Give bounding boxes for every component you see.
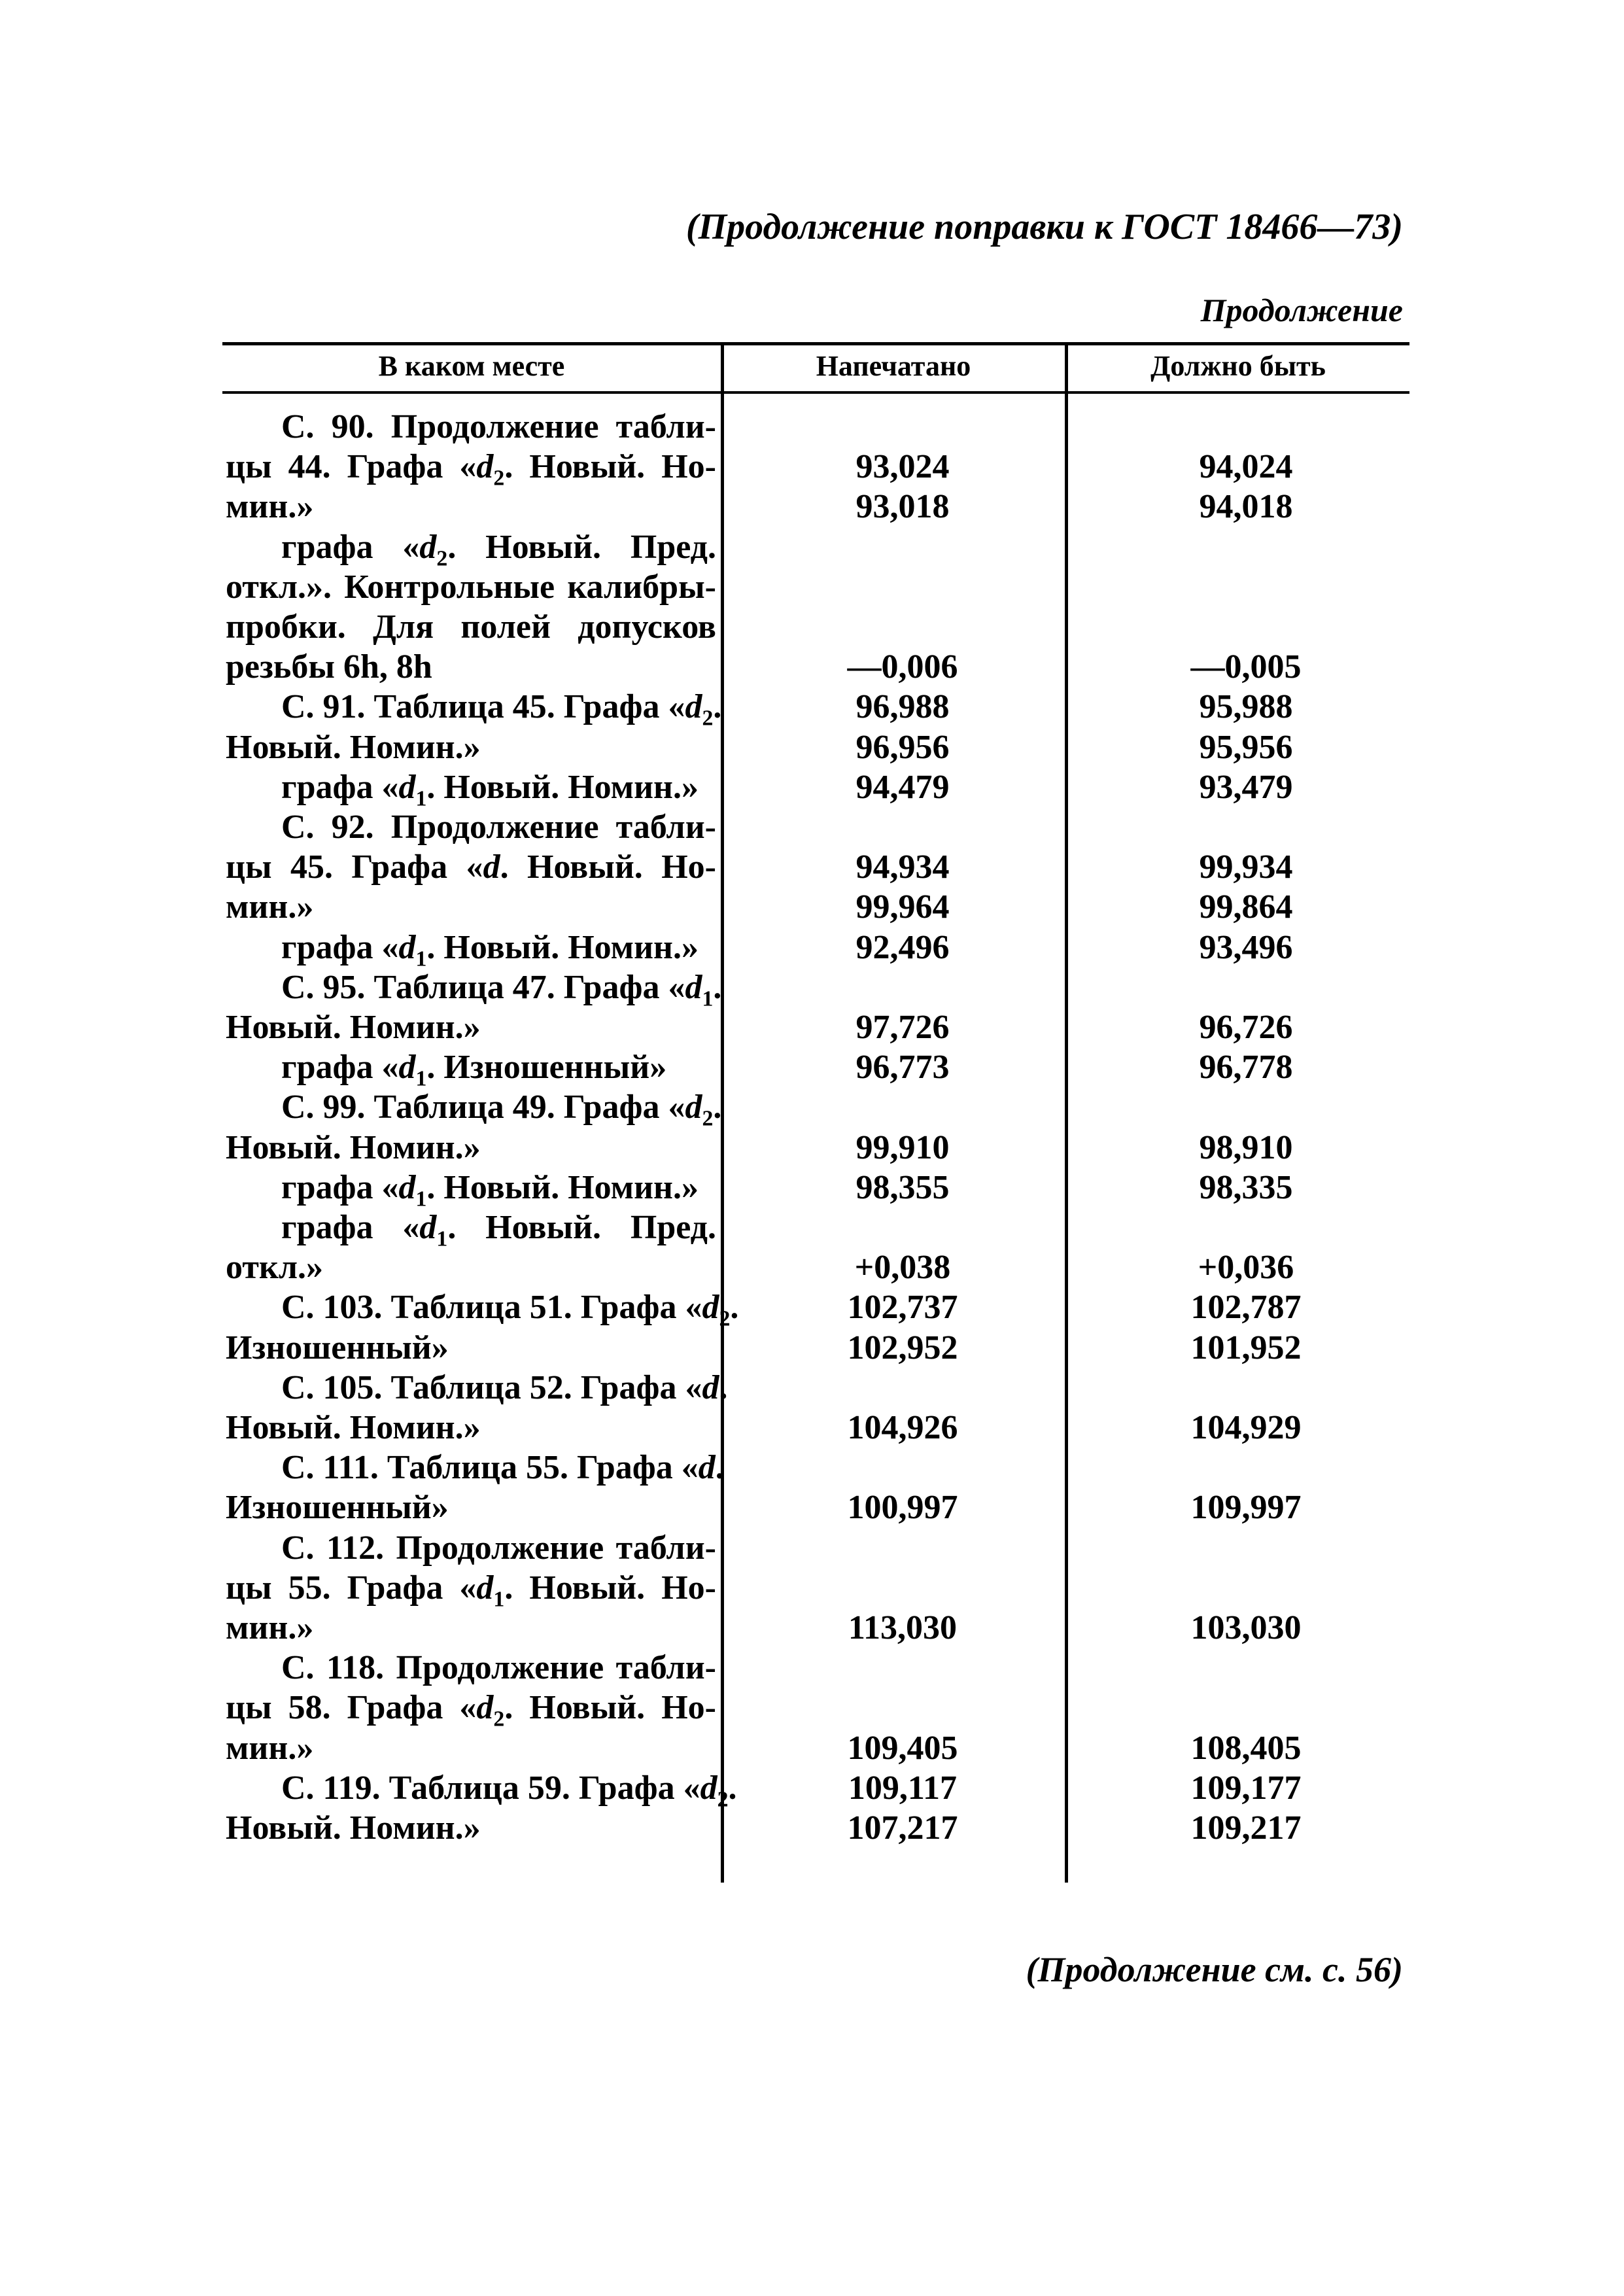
place-line: графа «$d_2$. Новый. Пред. [281, 528, 716, 570]
printed-value: 93,024 [855, 448, 950, 486]
printed-value: 99,964 [855, 888, 950, 926]
place-line: С. 118. Продолжение табли- [281, 1649, 716, 1687]
correct-value: 96,726 [1199, 1009, 1293, 1046]
place-line: С. 119. Таблица 59. Графа «$d_2$. [281, 1769, 737, 1812]
place-line: С. 99. Таблица 49. Графа «$d_2$. [281, 1088, 722, 1131]
place-line: Изношенный» [226, 1489, 449, 1527]
place-line: Новый. Номин.» [226, 1009, 481, 1046]
place-line: Изношенный» [226, 1329, 449, 1366]
printed-value: 104,926 [847, 1409, 958, 1446]
place-line: графа «$d_1$. Новый. Номин.» [281, 768, 699, 811]
correct-value: 96,778 [1199, 1049, 1293, 1087]
place-line: цы 45. Графа «d. Новый. Но- [226, 848, 716, 886]
correct-value: 99,864 [1199, 888, 1293, 926]
correct-value: 94,018 [1199, 488, 1293, 526]
printed-value: 109,117 [848, 1769, 958, 1807]
printed-value: —0,006 [847, 648, 958, 686]
correct-value: 108,405 [1190, 1729, 1302, 1767]
printed-value: 107,217 [847, 1809, 958, 1847]
printed-value: 96,988 [855, 688, 950, 726]
place-line: С. 103. Таблица 51. Графа «$d_2$. [281, 1289, 739, 1331]
correct-value: +0,036 [1198, 1249, 1294, 1287]
place-line: С. 95. Таблица 47. Графа «$d_1$. [281, 968, 722, 1011]
printed-value: 100,997 [847, 1489, 958, 1527]
printed-value: 94,934 [855, 848, 950, 886]
place-line: графа «$d_1$. Новый. Номин.» [281, 928, 699, 971]
printed-value: 98,355 [855, 1168, 950, 1206]
correct-value: 99,934 [1199, 848, 1293, 886]
correct-value: 102,787 [1190, 1289, 1302, 1327]
place-line: графа «$d_1$. Новый. Номин.» [281, 1168, 699, 1211]
place-line: Новый. Номин.» [226, 1409, 481, 1446]
correct-value: 98,910 [1199, 1128, 1293, 1166]
footer-continuation: (Продолжение см. с. 56) [1026, 1950, 1403, 1989]
printed-value: 93,018 [855, 488, 950, 526]
place-line: цы 58. Графа «$d_2$. Новый. Но- [226, 1689, 716, 1731]
printed-value: 96,956 [855, 728, 950, 766]
printed-value: 99,910 [855, 1128, 950, 1166]
printed-value: 94,479 [855, 768, 950, 806]
place-line: резьбы 6h, 8h [226, 648, 432, 686]
correct-value: 93,496 [1199, 928, 1293, 966]
printed-value: 102,737 [847, 1289, 958, 1327]
place-line: цы 55. Графа «$d_1$. Новый. Но- [226, 1569, 716, 1612]
place-line: С. 111. Таблица 55. Графа «d. [281, 1449, 724, 1487]
place-line: С. 92. Продолжение табли- [281, 809, 716, 846]
place-line: мин.» [226, 488, 314, 526]
printed-value: 113,030 [848, 1609, 958, 1646]
place-line: графа «$d_1$. Новый. Пред. [281, 1209, 716, 1251]
correct-value: 98,335 [1199, 1168, 1293, 1206]
correct-value: 109,177 [1190, 1769, 1302, 1807]
correct-value: 109,997 [1190, 1489, 1302, 1527]
column-header-printed: Напечатано [816, 350, 971, 382]
place-line: пробки. Для полей допусков [226, 608, 716, 646]
place-line: С. 112. Продолжение табли- [281, 1529, 716, 1567]
place-line: графа «$d_1$. Изношенный» [281, 1049, 667, 1091]
place-line: С. 90. Продолжение табли- [281, 408, 716, 445]
place-line: мин.» [226, 888, 314, 926]
place-line: С. 91. Таблица 45. Графа «$d_2$. [281, 688, 722, 731]
correct-value: 103,030 [1190, 1609, 1302, 1646]
printed-value: +0,038 [854, 1249, 951, 1287]
place-line: мин.» [226, 1609, 314, 1646]
place-line: Новый. Номин.» [226, 1809, 481, 1847]
continuation-label: Продолжение [1200, 292, 1403, 328]
place-line: мин.» [226, 1729, 314, 1767]
correct-value: 94,024 [1199, 448, 1293, 486]
correct-value: 109,217 [1190, 1809, 1302, 1847]
place-line: откл.» [226, 1249, 323, 1287]
printed-value: 92,496 [855, 928, 950, 966]
correct-value: —0,005 [1190, 648, 1302, 686]
running-head: (Продолжение поправки к ГОСТ 18466—73) [685, 207, 1403, 247]
column-header-place: В каком месте [378, 350, 565, 382]
printed-value: 96,773 [855, 1049, 950, 1087]
place-line: Новый. Номин.» [226, 1128, 481, 1166]
place-line: откл.». Контрольные калибры- [226, 568, 716, 606]
correct-value: 93,479 [1199, 768, 1293, 806]
printed-value: 97,726 [855, 1009, 950, 1046]
printed-value: 109,405 [847, 1729, 958, 1767]
correct-value: 95,956 [1199, 728, 1293, 766]
correct-value: 95,988 [1199, 688, 1293, 726]
correct-value: 104,929 [1190, 1409, 1302, 1446]
place-line: цы 44. Графа «$d_2$. Новый. Но- [226, 448, 716, 491]
place-line: С. 105. Таблица 52. Графа «d. [281, 1368, 728, 1406]
column-header-correct: Должно быть [1150, 350, 1326, 382]
printed-value: 102,952 [847, 1329, 958, 1366]
place-line: Новый. Номин.» [226, 728, 481, 766]
correct-value: 101,952 [1190, 1329, 1302, 1366]
